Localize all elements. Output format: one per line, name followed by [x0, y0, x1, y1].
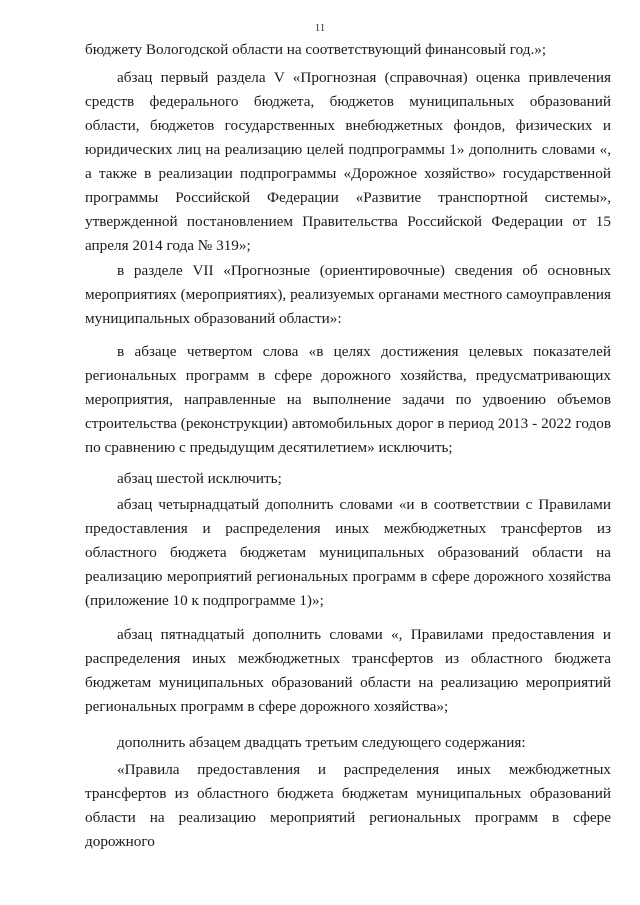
paragraph: абзац четырнадцатый дополнить словами «и в соответствии с Правилами предоставления и распределения иных межбюджетных трансфертов из областного бюджета бюджетам муниципальных образований области на реализацию мероприятий региональных программ в сфере дорожного хозяйства (приложение 10 к подпрограмме 1)»; — [85, 496, 611, 609]
paragraph: дополнить абзацем двадцать третьим следующего содержания: — [117, 734, 526, 751]
paragraph: «Правила предоставления и распределения иных межбюджетных трансфертов из областного бюджета бюджетам муниципальных образований области на реализацию мероприятий региональных программ в сфере дорожного — [85, 761, 611, 850]
paragraph: абзац первый раздела V «Прогнозная (справочная) оценка привлечения средств федерального бюджета, бюджетов муниципальных образований области, бюджетов государственных внебюджетных фондов, физических и юридических лиц на реализацию целей подпрограммы 1» дополнить словами «, а также в реализации подпрограммы «Дорожное хозяйство» государственной программы Российской Федерации «Развитие транспортной системы», утвержденной постановлением Правительства Российской Федерации от 15 апреля 2014 года № 319»; — [85, 69, 611, 254]
paragraph: в абзаце четвертом слова «в целях достижения целевых показателей региональных программ в сфере дорожного хозяйства, предусматривающих мероприятия, направленные на выполнение задачи по удвоению объемов строительства (реконструкции) автомобильных дорог в период 2013 - 2022 годов по сравнению с предыдущим десятилетием» исключить; — [85, 343, 611, 456]
paragraph: абзац шестой исключить; — [117, 470, 282, 487]
paragraph: абзац пятнадцатый дополнить словами «, Правилами предоставления и распределения иных межбюджетных трансфертов из областного бюджета бюджетам муниципальных образований области на реализацию мероприятий региональных программ в сфере дорожного хозяйства»; — [85, 626, 611, 715]
paragraph: бюджету Вологодской области на соответствующий финансовый год.»; — [85, 41, 547, 58]
paragraph: в разделе VII «Прогнозные (ориентировочные) сведения об основных мероприятиях (мероприятиях), реализуемых органами местного самоуправления муниципальных образований области»: — [85, 262, 611, 327]
page-number: 11 — [314, 22, 326, 34]
